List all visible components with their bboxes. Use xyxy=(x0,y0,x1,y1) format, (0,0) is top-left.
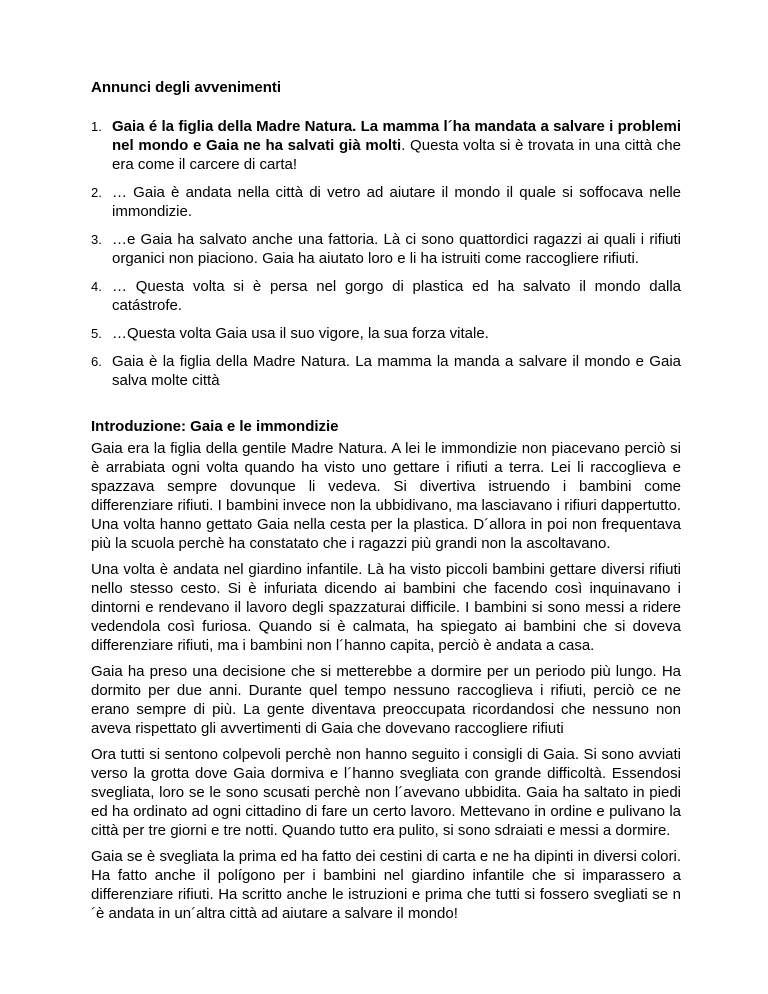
list-item-text: Gaia è la figlia della Madre Natura. La mamma la manda a salvare il mondo e Gaia salva molte città xyxy=(112,353,681,389)
announcements-title: Annunci degli avvenimenti xyxy=(91,79,282,96)
list-item-number: 1. xyxy=(91,119,102,134)
list-item-text: …e Gaia ha salvato anche una fattoria. Là ci sono quattordici ragazzi ai quali i rifiuti organici non piaciono. Gaia ha aiutato loro e li ha istruiti come raccogliere rifiuti. xyxy=(112,231,681,267)
list-item xyxy=(91,183,681,221)
list-item xyxy=(91,352,681,390)
list-item-text: …Questa volta Gaia usa il suo vigore, la sua forza vitale. xyxy=(112,325,489,342)
paragraph: Gaia era la figlia della gentile Madre Natura. A lei le immondizie non piacevano perciò si è arrabiata ogni volta quando ha visto uno gettare i rifiuti a terra. Lei li raccoglieva e spazzava sempre dovunque li vedeva. Si divertiva istruendo i bambini come differenziare rifiuti. I bambini invece non la ubbidivano, ma lasciavano i rifiuri dappertutto. Una volta hanno gettato Gaia nella cesta per la plastica. D´allora in poi non frequentava più la scuola perchè ha constatato che i ragazzi più grandi non la ascoltavano. xyxy=(91,440,681,552)
list-item-number: 3. xyxy=(91,232,102,247)
introduction-title: Introduzione: Gaia e le immondizie xyxy=(91,418,339,435)
list-item xyxy=(91,324,681,343)
list-item-text: . Questa volta si è trovata in una città che era come il carcere di carta! xyxy=(112,137,681,173)
document-content xyxy=(91,78,681,930)
list-item-number: 5. xyxy=(91,326,102,341)
list-item xyxy=(91,117,681,174)
list-item xyxy=(91,230,681,268)
list-item xyxy=(91,277,681,315)
list-item-text: … Questa volta si è persa nel gorgo di plastica ed ha salvato il mondo dalla catástrofe. xyxy=(112,278,681,314)
announcements-list xyxy=(91,117,681,390)
list-item-number: 2. xyxy=(91,185,102,200)
paragraph: Gaia ha preso una decisione che si metterebbe a dormire per un periodo più lungo. Ha dormito per due anni. Durante quel tempo nessuno raccoglieva i rifiuti, perciò ce ne erano sempre di più. La gente diventava preoccupata ricordandosi che nessuno non aveva rispettato gli avvertimenti di Gaia che dovevano raccogliere rifiuti xyxy=(91,663,681,737)
paragraph: Gaia se è svegliata la prima ed ha fatto dei cestini di carta e ne ha dipinti in diversi colori. Ha fatto anche il polígono per i bambini nel giardino infantile che si imparassero a differenziare rifiuti. Ha scritto anche le istruzioni e prima che tutti si fossero svegliati se n´è andata in un´altra città ad aiutare a salvare il mondo! xyxy=(91,848,681,922)
list-item-number: 6. xyxy=(91,354,102,369)
list-item-text: … Gaia è andata nella città di vetro ad aiutare il mondo il quale si soffocava nelle immondizie. xyxy=(112,184,681,220)
paragraph: Una volta è andata nel giardino infantile. Là ha visto piccoli bambini gettare diversi rifiuti nello stesso cesto. Si è infuriata dicendo ai bambini che facendo così inquinavano i dintorni e rendevano il lavoro degli spazzaturai difficile. I bambini si sono messi a ridere vedendola così furiosa. Quando si è calmata, ha spiegato ai bambini che si doveva differenziare rifiuti, ma i bambini non l´hanno capita, perciò è andata a casa. xyxy=(91,561,681,654)
list-item-bold-text: Gaia é la figlia della Madre Natura. La mamma l´ha mandata a salvare i problemi nel mondo e Gaia ne ha salvati già molti xyxy=(112,118,681,154)
list-item-number: 4. xyxy=(91,279,102,294)
paragraph: Ora tutti si sentono colpevoli perchè non hanno seguito i consigli di Gaia. Si sono avviati verso la grotta dove Gaia dormiva e l´hanno svegliata con grande difficoltà. Essendosi svegliata, loro se le sono scusati perchè non l´avevano ubbidita. Gaia ha saltato in piedi ed ha ordinato ad ogni cittadino di fare un certo lavoro. Mettevano in ordine e pulivano la città per tre giorni e tre notti. Quando tutto era pulito, si sono sdraiati e messi a dormire. xyxy=(91,746,681,839)
